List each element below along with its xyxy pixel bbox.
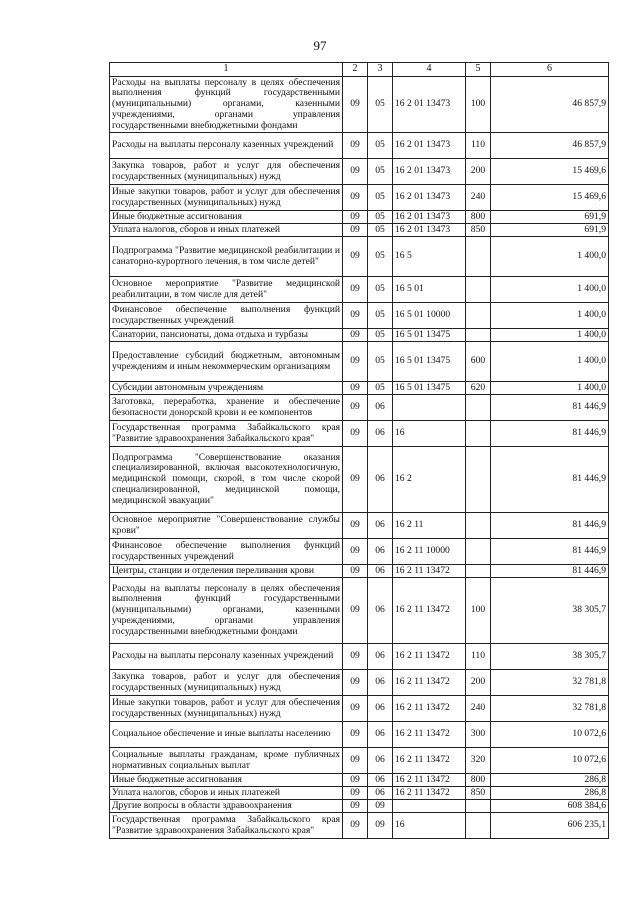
table-row: [110, 447, 609, 513]
table-row: [110, 133, 609, 159]
table-row: [110, 670, 609, 696]
item-name-cell: Предоставление субсидий бюджетным, автономным учреждениям и иным некоммерческим организациям: [110, 342, 343, 382]
amount-cell: 10 072,6: [491, 748, 609, 774]
expense-type-code-cell: 100: [466, 77, 491, 133]
header-cell: 5: [466, 63, 491, 77]
item-name-cell: Уплата налогов, сборов и иных платежей: [110, 787, 343, 800]
expense-type-code-cell: [466, 800, 491, 813]
section-code-cell: 09: [343, 696, 368, 722]
header-cell: 4: [393, 63, 466, 77]
section-code-cell: 09: [343, 513, 368, 539]
amount-cell: 32 781,8: [491, 696, 609, 722]
item-name-cell: Социальное обеспечение и иные выплаты населению: [110, 722, 343, 748]
target-article-code-cell: [393, 395, 466, 421]
table-row: [110, 77, 609, 133]
amount-cell: 32 781,8: [491, 670, 609, 696]
target-article-code-cell: 16 2 01 13473: [393, 185, 466, 211]
amount-cell: 38 305,7: [491, 578, 609, 644]
expense-type-code-cell: 110: [466, 644, 491, 670]
target-article-code-cell: 16: [393, 813, 466, 839]
expense-type-code-cell: [466, 813, 491, 839]
target-article-code-cell: 16 2 11 13472: [393, 787, 466, 800]
amount-cell: 606 235,1: [491, 813, 609, 839]
table-row: [110, 539, 609, 565]
expense-type-code-cell: 240: [466, 696, 491, 722]
subsection-code-cell: 06: [368, 670, 393, 696]
table-row: [110, 211, 609, 224]
target-article-code-cell: 16 5: [393, 237, 466, 277]
header-cell: 6: [491, 63, 609, 77]
subsection-code-cell: 06: [368, 722, 393, 748]
section-code-cell: 09: [343, 224, 368, 237]
amount-cell: 15 469,6: [491, 159, 609, 185]
subsection-code-cell: 05: [368, 159, 393, 185]
subsection-code-cell: 05: [368, 329, 393, 342]
amount-cell: 81 446,9: [491, 539, 609, 565]
section-code-cell: 09: [343, 342, 368, 382]
amount-cell: 81 446,9: [491, 565, 609, 578]
amount-cell: 81 446,9: [491, 421, 609, 447]
subsection-code-cell: 05: [368, 224, 393, 237]
item-name-cell: Санатории, пансионаты, дома отдыха и турбазы: [110, 329, 343, 342]
item-name-cell: Основное мероприятие "Развитие медицинской реабилитации, в том числе для детей": [110, 277, 343, 303]
table-row: [110, 787, 609, 800]
table-row: [110, 722, 609, 748]
amount-cell: 1 400,0: [491, 382, 609, 395]
expense-type-code-cell: 600: [466, 342, 491, 382]
target-article-code-cell: 16 2 11 13472: [393, 696, 466, 722]
subsection-code-cell: 05: [368, 237, 393, 277]
section-code-cell: 09: [343, 539, 368, 565]
target-article-code-cell: 16 5 01 13475: [393, 329, 466, 342]
target-article-code-cell: 16 2 01 13473: [393, 224, 466, 237]
subsection-code-cell: 05: [368, 303, 393, 329]
item-name-cell: Основное мероприятие "Совершенствование службы крови": [110, 513, 343, 539]
table-row: [110, 774, 609, 787]
header-cell: 3: [368, 63, 393, 77]
target-article-code-cell: 16 5 01 13475: [393, 382, 466, 395]
subsection-code-cell: 06: [368, 539, 393, 565]
table-row: [110, 813, 609, 839]
expense-type-code-cell: 620: [466, 382, 491, 395]
item-name-cell: Финансовое обеспечение выполнения функций государственных учреждений: [110, 539, 343, 565]
table-body: [110, 77, 609, 839]
amount-cell: 691,9: [491, 224, 609, 237]
subsection-code-cell: 06: [368, 565, 393, 578]
section-code-cell: 09: [343, 277, 368, 303]
item-name-cell: Государственная программа Забайкальского края "Развитие здравоохранения Забайкальского края": [110, 421, 343, 447]
item-name-cell: Иные бюджетные ассигнования: [110, 211, 343, 224]
table-header-row: [110, 63, 609, 77]
subsection-code-cell: 05: [368, 185, 393, 211]
subsection-code-cell: 09: [368, 800, 393, 813]
target-article-code-cell: 16: [393, 421, 466, 447]
item-name-cell: Расходы на выплаты персоналу казенных учреждений: [110, 133, 343, 159]
expense-type-code-cell: 240: [466, 185, 491, 211]
amount-cell: 81 446,9: [491, 447, 609, 513]
table-row: [110, 395, 609, 421]
amount-cell: 1 400,0: [491, 303, 609, 329]
table-row: [110, 421, 609, 447]
item-name-cell: Расходы на выплаты персоналу в целях обеспечения выполнения функций государственными (муниципальными) органами, казенными учреждениями, органами управления государственными внебюджетными фондами: [110, 77, 343, 133]
table-row: [110, 237, 609, 277]
target-article-code-cell: 16 2 11 13472: [393, 565, 466, 578]
subsection-code-cell: 06: [368, 644, 393, 670]
amount-cell: 81 446,9: [491, 395, 609, 421]
target-article-code-cell: 16 5 01 10000: [393, 303, 466, 329]
expense-type-code-cell: 200: [466, 159, 491, 185]
table-row: [110, 159, 609, 185]
section-code-cell: 09: [343, 774, 368, 787]
target-article-code-cell: 16 2: [393, 447, 466, 513]
item-name-cell: Финансовое обеспечение выполнения функций государственных учреждений: [110, 303, 343, 329]
amount-cell: 1 400,0: [491, 342, 609, 382]
target-article-code-cell: 16 2 11 13472: [393, 670, 466, 696]
target-article-code-cell: 16 2 11 13472: [393, 722, 466, 748]
section-code-cell: 09: [343, 211, 368, 224]
expense-type-code-cell: [466, 303, 491, 329]
item-name-cell: Иные закупки товаров, работ и услуг для обеспечения государственных (муниципальных) нужд: [110, 185, 343, 211]
subsection-code-cell: 05: [368, 133, 393, 159]
item-name-cell: Социальные выплаты гражданам, кроме публичных нормативных социальных выплат: [110, 748, 343, 774]
table-row: [110, 513, 609, 539]
subsection-code-cell: 05: [368, 382, 393, 395]
table-row: [110, 644, 609, 670]
section-code-cell: 09: [343, 159, 368, 185]
header-cell: 1: [110, 63, 343, 77]
subsection-code-cell: 05: [368, 277, 393, 303]
expense-type-code-cell: [466, 421, 491, 447]
subsection-code-cell: 09: [368, 813, 393, 839]
target-article-code-cell: 16 5 01: [393, 277, 466, 303]
target-article-code-cell: 16 2 11 13472: [393, 748, 466, 774]
target-article-code-cell: 16 2 01 13473: [393, 77, 466, 133]
expense-type-code-cell: [466, 329, 491, 342]
expense-type-code-cell: [466, 395, 491, 421]
amount-cell: 81 446,9: [491, 513, 609, 539]
section-code-cell: 09: [343, 787, 368, 800]
expense-type-code-cell: [466, 447, 491, 513]
section-code-cell: 09: [343, 303, 368, 329]
section-code-cell: 09: [343, 395, 368, 421]
section-code-cell: 09: [343, 382, 368, 395]
expense-type-code-cell: [466, 565, 491, 578]
section-code-cell: 09: [343, 421, 368, 447]
table-row: [110, 565, 609, 578]
amount-cell: 1 400,0: [491, 277, 609, 303]
amount-cell: 46 857,9: [491, 133, 609, 159]
expense-type-code-cell: [466, 277, 491, 303]
section-code-cell: 09: [343, 722, 368, 748]
amount-cell: 286,8: [491, 787, 609, 800]
item-name-cell: Государственная программа Забайкальского края "Развитие здравоохранения Забайкальского края": [110, 813, 343, 839]
table-row: [110, 382, 609, 395]
item-name-cell: Иные бюджетные ассигнования: [110, 774, 343, 787]
amount-cell: 1 400,0: [491, 237, 609, 277]
item-name-cell: Уплата налогов, сборов и иных платежей: [110, 224, 343, 237]
amount-cell: 15 469,6: [491, 185, 609, 211]
item-name-cell: Другие вопросы в области здравоохранения: [110, 800, 343, 813]
section-code-cell: 09: [343, 578, 368, 644]
item-name-cell: Закупка товаров, работ и услуг для обеспечения государственных (муниципальных) нужд: [110, 670, 343, 696]
subsection-code-cell: 06: [368, 513, 393, 539]
table-row: [110, 224, 609, 237]
expense-type-code-cell: 850: [466, 224, 491, 237]
section-code-cell: 09: [343, 133, 368, 159]
section-code-cell: 09: [343, 748, 368, 774]
amount-cell: 46 857,9: [491, 77, 609, 133]
subsection-code-cell: 05: [368, 211, 393, 224]
item-name-cell: Закупка товаров, работ и услуг для обеспечения государственных (муниципальных) нужд: [110, 159, 343, 185]
table-row: [110, 277, 609, 303]
item-name-cell: Расходы на выплаты персоналу казенных учреждений: [110, 644, 343, 670]
section-code-cell: 09: [343, 800, 368, 813]
amount-cell: 608 384,6: [491, 800, 609, 813]
section-code-cell: 09: [343, 813, 368, 839]
subsection-code-cell: 06: [368, 421, 393, 447]
expense-type-code-cell: [466, 539, 491, 565]
target-article-code-cell: [393, 800, 466, 813]
item-name-cell: Подпрограмма "Совершенствование оказания специализированной, включая высокотехнологичную, медицинской помощи, скорой, в том числе скорой специализированной, медицинской помощи, медицинской эвакуации": [110, 447, 343, 513]
section-code-cell: 09: [343, 77, 368, 133]
amount-cell: 1 400,0: [491, 329, 609, 342]
table-row: [110, 578, 609, 644]
item-name-cell: Иные закупки товаров, работ и услуг для обеспечения государственных (муниципальных) нужд: [110, 696, 343, 722]
target-article-code-cell: 16 2 11: [393, 513, 466, 539]
table-row: [110, 800, 609, 813]
subsection-code-cell: 06: [368, 696, 393, 722]
page-number: 97: [313, 38, 327, 53]
amount-cell: 10 072,6: [491, 722, 609, 748]
expense-type-code-cell: 100: [466, 578, 491, 644]
subsection-code-cell: 06: [368, 787, 393, 800]
subsection-code-cell: 06: [368, 748, 393, 774]
item-name-cell: Заготовка, переработка, хранение и обеспечение безопасности донорской крови и ее компонентов: [110, 395, 343, 421]
target-article-code-cell: 16 5 01 13475: [393, 342, 466, 382]
expense-type-code-cell: 320: [466, 748, 491, 774]
section-code-cell: 09: [343, 565, 368, 578]
target-article-code-cell: 16 2 01 13473: [393, 211, 466, 224]
item-name-cell: Расходы на выплаты персоналу в целях обеспечения выполнения функций государственными (муниципальными) органами, казенными учреждениями, органами управления государственными внебюджетными фондами: [110, 578, 343, 644]
target-article-code-cell: 16 2 11 10000: [393, 539, 466, 565]
subsection-code-cell: 05: [368, 77, 393, 133]
table-row: [110, 748, 609, 774]
budget-table: [109, 62, 609, 839]
subsection-code-cell: 06: [368, 578, 393, 644]
section-code-cell: 09: [343, 644, 368, 670]
target-article-code-cell: 16 2 01 13473: [393, 159, 466, 185]
section-code-cell: 09: [343, 237, 368, 277]
target-article-code-cell: 16 2 01 13473: [393, 133, 466, 159]
amount-cell: 691,9: [491, 211, 609, 224]
expense-type-code-cell: 300: [466, 722, 491, 748]
section-code-cell: 09: [343, 447, 368, 513]
amount-cell: 38 305,7: [491, 644, 609, 670]
table-row: [110, 185, 609, 211]
target-article-code-cell: 16 2 11 13472: [393, 644, 466, 670]
target-article-code-cell: 16 2 11 13472: [393, 774, 466, 787]
table-row: [110, 342, 609, 382]
header-cell: 2: [343, 63, 368, 77]
item-name-cell: Субсидии автономным учреждениям: [110, 382, 343, 395]
table-row: [110, 303, 609, 329]
subsection-code-cell: 06: [368, 395, 393, 421]
table-row: [110, 696, 609, 722]
item-name-cell: Подпрограмма "Развитие медицинской реабилитации и санаторно-курортного лечения, в том числе детей": [110, 237, 343, 277]
section-code-cell: 09: [343, 670, 368, 696]
expense-type-code-cell: 850: [466, 787, 491, 800]
item-name-cell: Центры, станции и отделения переливания крови: [110, 565, 343, 578]
amount-cell: 286,8: [491, 774, 609, 787]
section-code-cell: 09: [343, 185, 368, 211]
expense-type-code-cell: 110: [466, 133, 491, 159]
table-row: [110, 329, 609, 342]
expense-type-code-cell: 800: [466, 211, 491, 224]
target-article-code-cell: 16 2 11 13472: [393, 578, 466, 644]
section-code-cell: 09: [343, 329, 368, 342]
subsection-code-cell: 05: [368, 342, 393, 382]
expense-type-code-cell: [466, 237, 491, 277]
expense-type-code-cell: 800: [466, 774, 491, 787]
expense-type-code-cell: [466, 513, 491, 539]
subsection-code-cell: 06: [368, 774, 393, 787]
subsection-code-cell: 06: [368, 447, 393, 513]
expense-type-code-cell: 200: [466, 670, 491, 696]
